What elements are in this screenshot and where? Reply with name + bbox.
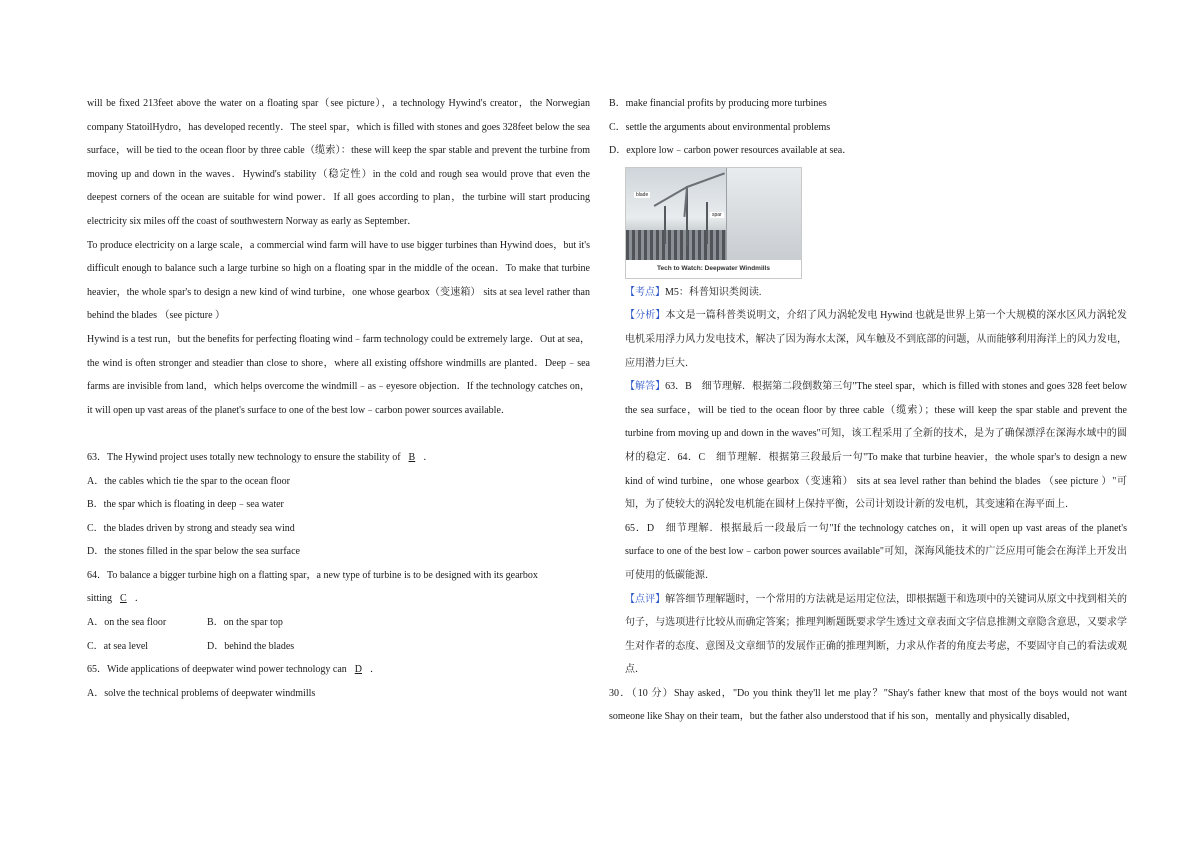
- question-64-end: ．: [134, 593, 145, 605]
- question-63-option-a: A．the cables which tie the spar to the ocean floor: [87, 475, 290, 487]
- figure-caption: Tech to Watch: Deepwater Windmills: [657, 265, 770, 273]
- question-64-options-row-1: [87, 611, 590, 635]
- question-64-option-a: A．on the sea floor: [87, 617, 167, 629]
- question-64-text: sitting: [87, 593, 113, 605]
- question-65-option-c: C．settle the arguments about environmental problems: [609, 121, 831, 133]
- jieda-text: 63．B 细节理解．根据第二段倒数第三句"The steel spar，which is filled with stones and goes 328 feet below the sea surface，will be tied to the ocean floor by three cable（缆索）；these will keep the spar stable and prevent the turbine from moving up and down in the waves"可知，该工程采用了全新的技术，是为了确保漂浮在深海水域中的圆材的稳定．64．C 细节理解．根据第三段最后一句"To make that turbine heavier，the whole spar's to design a new kind of wind turbine，one whose gearbox（变速箱） sits at sea level rather than behind the blades （see picture ）"可知，为了使较大的涡轮发电机能在圆材上保持平衡，公司计划设计新的发电机，其变速箱在海平面上．: [625, 381, 1128, 511]
- figure-label-blade: blade: [636, 191, 649, 198]
- passage-paragraph-3: Hywind is a test run，but the benefits for perfecting floating wind﹣farm technology could be extremely large．Out at sea，the wind is often stronger and steadier than close to shore，where all existing offshore windmills are planted．Deep﹣sea farms are invisible from land，which helps overcome the windmill﹣as﹣eyesore objection．If the technology catches on，it will open up vast areas of the planet's surface to one of the best low﹣carbon power sources available．: [87, 333, 590, 416]
- question-63-stem: [87, 446, 590, 470]
- question-65-text: 65．Wide applications of deepwater wind power technology can: [87, 664, 347, 676]
- figure-label-spar: spar: [712, 211, 722, 218]
- fenxi-tag: 【分析】: [625, 310, 666, 322]
- question-65-stem: [87, 658, 590, 682]
- dianping-tag: 【点评】: [625, 593, 666, 605]
- question-63-text: 63．The Hywind project uses totally new technology to ensure the stability of: [87, 451, 401, 463]
- question-63-option-b: B．the spar which is floating in deep﹣sea water: [87, 499, 284, 511]
- question-64-answer: C: [120, 593, 127, 605]
- kaodian-text: M5：科普知识类阅读.: [665, 286, 762, 298]
- question-63-end: ．: [423, 451, 434, 463]
- fenxi-text: 本文是一篇科普类说明文，介绍了风力涡轮发电 Hywind 也就是世界上第一个大规模的深水区风力涡轮发电机采用浮力风力发电技术，解决了因为海水太深，风车触及不到底部的问题，从而能够利用海洋上的风力发电，应用潜力巨大．: [625, 310, 1127, 369]
- question-65-option-b: B．make financial profits by producing more turbines: [609, 98, 827, 109]
- question-65-option-a: A．solve the technical problems of deepwater windmills: [87, 687, 316, 699]
- question-30-paragraph: 30．（10 分）Shay asked，"Do you think they'll let me play？"Shay's father knew that most of the boys would not want someone like Shay on their team，but the father also understood that if his son，mentally and physically disabled，: [609, 687, 1127, 723]
- turbine-tower-small: [664, 206, 666, 244]
- turbine-tower-small: [706, 202, 708, 244]
- question-63-option-c: C．the blades driven by strong and steady sea wind: [87, 522, 295, 534]
- question-64-stem-line-2: [87, 587, 590, 611]
- fenxi-paragraph: [609, 304, 1127, 375]
- passage-paragraph-1: will be fixed 213feet above the water on a floating spar（see picture），a technology Hywind's creator，the Norwegian company StatoilHydro，has developed recently．The steel spar，which is filled with stones and goes 328feet below the sea surface，will be tied to the ocean floor by three cable（缆索）：these will keep the spar stable and prevent the turbine from moving up and down in the waves．Hywind's stability（稳定性）in the cold and rough sea would prove that even the deepest corners of the ocean are suitable for wind power．If all goes according to plan，the turbine will start producing electricity six miles off the coast of southwestern Norway as early as September．: [87, 98, 590, 227]
- question-65-end: ．: [370, 664, 381, 676]
- question-63-option-d: D．the stones filled in the spar below the sea surface: [87, 546, 300, 558]
- spacer: [87, 422, 590, 446]
- left-column: [87, 92, 590, 705]
- question-65-answer: D: [354, 664, 363, 676]
- question-64-option-b: B．on the spar top: [207, 617, 283, 629]
- question-64-option-d: D．behind the blades: [207, 640, 295, 652]
- turbine-blade: [654, 186, 688, 207]
- kaodian-tag: 【考点】: [625, 286, 665, 298]
- question-64-stem-line-1: 64．To balance a bigger turbine high on a flatting spar，a new type of turbine is to be designed with its gearbox: [87, 569, 538, 581]
- question-63-answer: B: [408, 451, 416, 463]
- passage-paragraph-2: To produce electricity on a large scale，a commercial wind farm will have to use bigger turbines than Hywind does，but it's difficult enough to balance such a large turbine so high on a floating spar in the middle of the ocean．To make that turbine heavier，the whole spar's to design a new kind of wind turbine，one whose gearbox（变速箱） sits at sea level rather than behind the blades （see picture ）: [87, 239, 590, 322]
- question-64-option-c: C．at sea level: [87, 640, 149, 652]
- figure-inset-panel: [726, 168, 802, 260]
- question-64-options-row-2: [87, 635, 590, 659]
- windmill-figure: [625, 167, 802, 279]
- turbine-blade: [687, 172, 725, 188]
- right-column: [609, 92, 1127, 729]
- figure-caption-bar: [626, 260, 801, 278]
- jieda-paragraph: [609, 375, 1127, 517]
- jieda-tag: 【解答】: [625, 381, 666, 393]
- question-65-option-d: D．explore low﹣carbon power resources available at sea．: [609, 145, 853, 157]
- dianping-text: 解答细节理解题时，一个常用的方法就是运用定位法，即根据题干和选项中的关键词从原文中找到相关的句子，与选项进行比较从而确定答案；推理判断题既要求学生透过文章表面文字信息推测文章隐含意思，又要求学生对作者的态度、意图及文章细节的发展作正确的推理判断，力求从作者的角度去考虑，不要固守自己的看法或观点．: [625, 593, 1128, 676]
- answer-65-paragraph: 65．D 细节理解．根据最后一段最后一句"If the technology catches on，it will open up vast areas of the planet's surface to one of the best low﹣carbon power sources available"可知，深海风能技术的广泛应用可能会在海洋上开发出可使用的低碳能源．: [625, 522, 1127, 581]
- kaodian-line: [609, 281, 1127, 305]
- dianping-paragraph: [609, 588, 1127, 682]
